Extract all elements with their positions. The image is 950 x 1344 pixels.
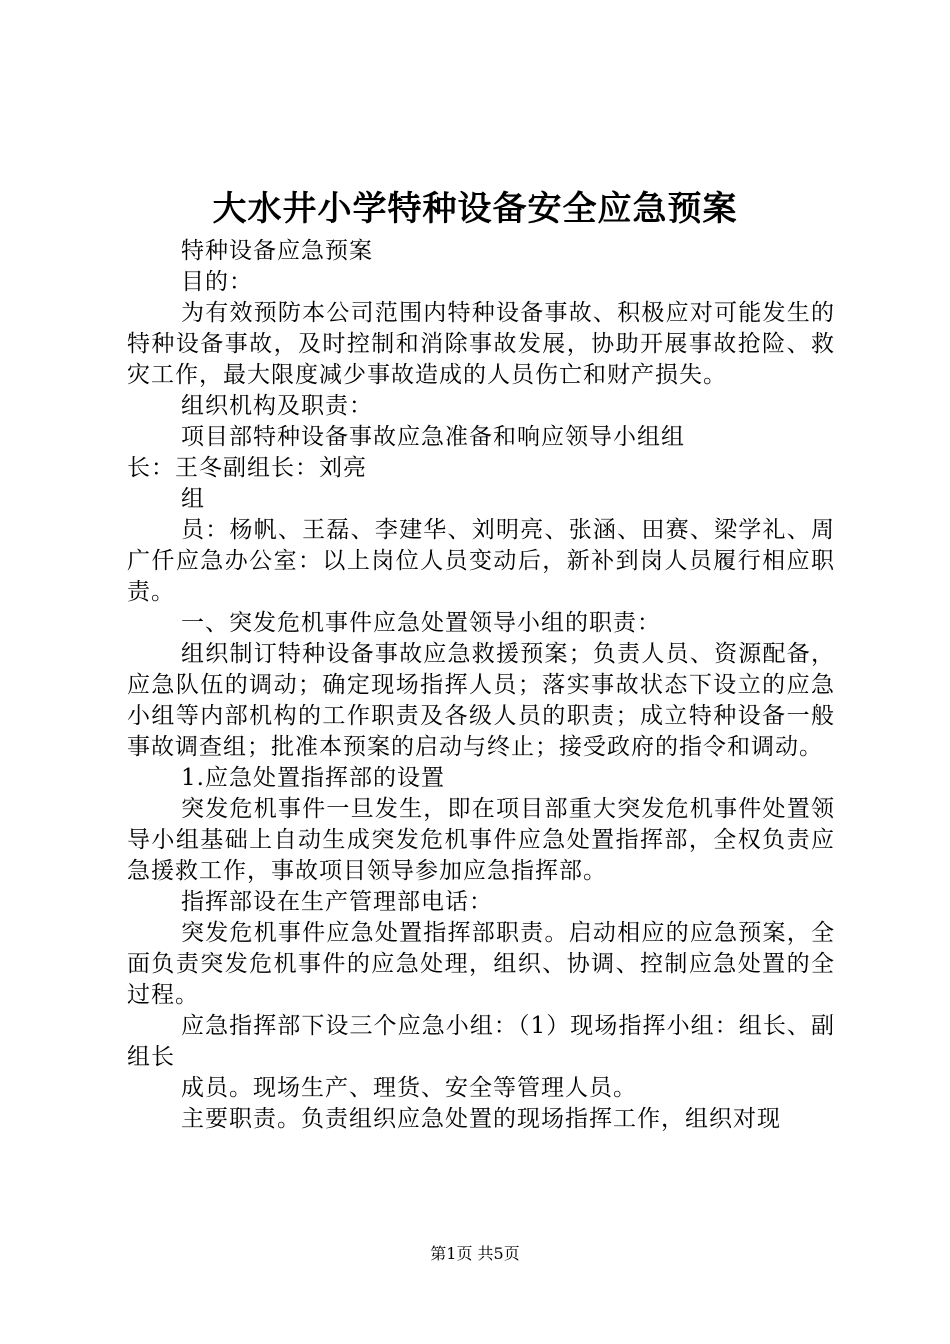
paragraph: 目的： (181, 269, 253, 295)
paragraph: 突发危机事件应急处置指挥部职责。启动相应的应急预案，全面负责突发危机事件的应急处理，组织、协调、控制应急处置的全过程。 (127, 920, 835, 1008)
paragraph: 为有效预防本公司范围内特种设备事故、积极应对可能发生的特种设备事故，及时控制和消除事故发展，协助开展事故抢险、救灾工作，最大限度减少事故造成的人员伤亡和财产损失。 (127, 300, 835, 388)
document-title: 大水井小学特种设备安全应急预案 (212, 189, 738, 229)
paragraph: 组 (181, 486, 205, 512)
paragraph: 组织机构及职责： (181, 393, 373, 419)
paragraph: 指挥部设在生产管理部电话： (181, 889, 493, 915)
paragraph: 特种设备应急预案 (181, 238, 373, 264)
paragraph: 应急指挥部下设三个应急小组：（1）现场指挥小组：组长、副组长 (127, 1013, 835, 1070)
page-footer: 第1页 共5页 (430, 1244, 520, 1263)
document-body (127, 236, 835, 1135)
paragraph: 突发危机事件一旦发生，即在项目部重大突发危机事件处置领导小组基础上自动生成突发危机事件应急处置指挥部，全权负责应急援救工作，事故项目领导参加应急指挥部。 (127, 796, 835, 884)
paragraph: 1.应急处置指挥部的设置 (181, 765, 445, 791)
paragraph: 员：杨帆、王磊、李建华、刘明亮、张涵、田赛、梁学礼、周广仟应急办公室：以上岗位人员变动后，新补到岗人员履行相应职责。 (127, 517, 835, 605)
paragraph: 成员。现场生产、理货、安全等管理人员。 (181, 1075, 637, 1101)
paragraph: 一、突发危机事件应急处置领导小组的职责： (181, 610, 661, 636)
paragraph: 组织制订特种设备事故应急救援预案；负责人员、资源配备，应急队伍的调动；确定现场指挥人员；落实事故状态下设立的应急小组等内部机构的工作职责及各级人员的职责；成立特种设备一般事故调查组；批准本预案的启动与终止；接受政府的指令和调动。 (127, 641, 835, 760)
paragraph: 项目部特种设备事故应急准备和响应领导小组组 (181, 424, 685, 450)
paragraph: 长：王冬副组长：刘亮 (127, 455, 367, 481)
paragraph: 主要职责。负责组织应急处置的现场指挥工作，组织对现 (181, 1106, 781, 1132)
